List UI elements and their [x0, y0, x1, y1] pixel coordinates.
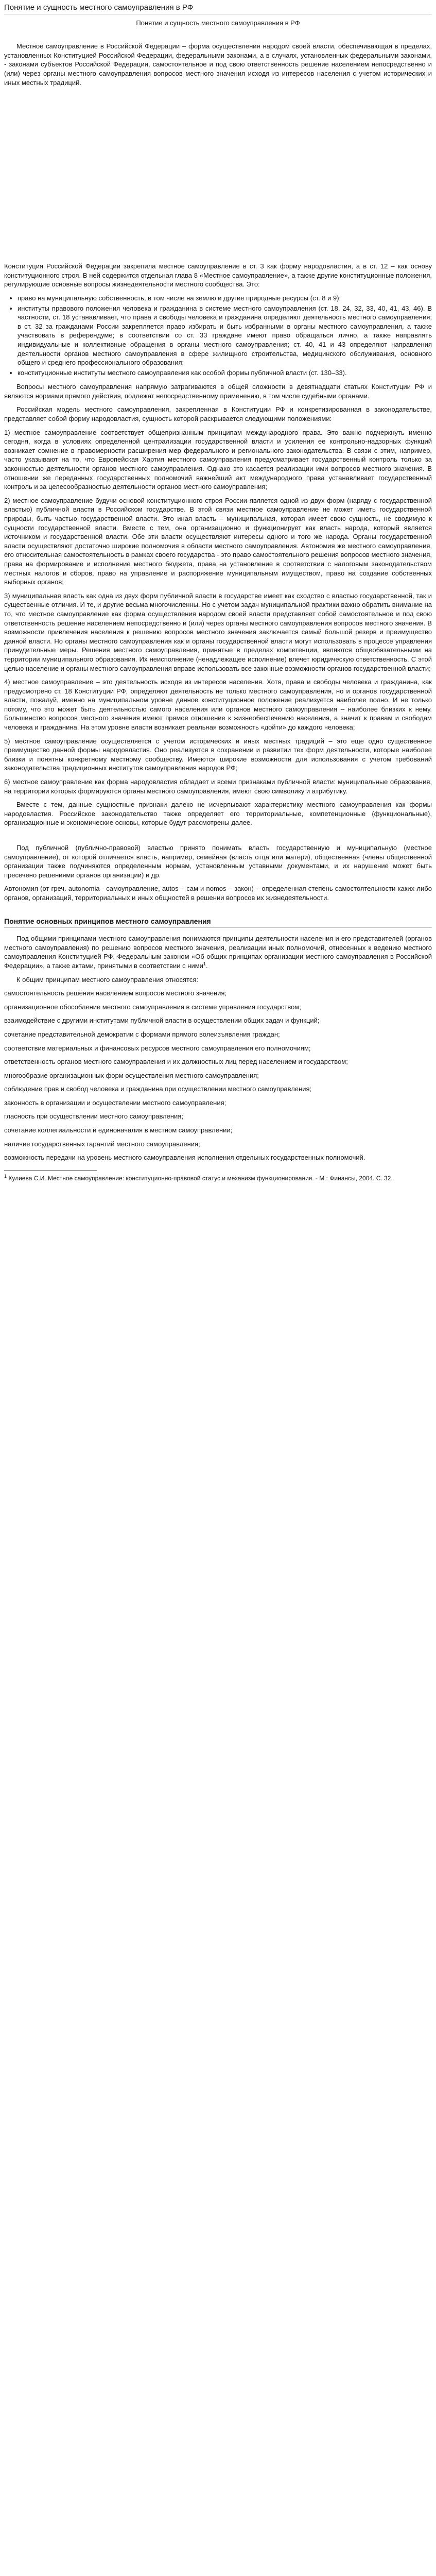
list-item: • конституционные институты местного самоуправления как особой формы публичной власти (ст. 130–33).	[18, 368, 432, 378]
paragraph-text: Под общими принципами местного самоуправления понимаются принципы деятельности населения и его представителей (органов местного самоуправления) по решению вопросов местного значения, реализации иных полномочий, отнесенных к ведению местного самоуправления Конституцией РФ, Федеральным законом «Об общих принципах организации местного самоуправления в Российской Федерации», а также актами, принятыми в соответствии с ними	[4, 935, 432, 970]
blank-space	[4, 92, 432, 262]
list-item: соответствие материальных и финансовых ресурсов местного самоуправления его полномочиям;	[4, 1044, 311, 1052]
list-item: • право на муниципальную собственность, в том числе на землю и другие природные ресурсы (ст. 8 и 9);	[18, 294, 432, 303]
list-item: многообразие организационных форм осуществления местного самоуправления;	[4, 1071, 259, 1079]
list-item: законность в организации и осуществлении местного самоуправления;	[4, 1098, 226, 1107]
paragraph: 6) местное самоуправление как форма народовластия обладает и всеми признаками публичной власти: муниципальные образования, на территории которых формируются органы местного самоуправления, имеют свою символику и атрибутику.	[4, 778, 432, 795]
paragraph: 3) муниципальная власть как одна из двух форм публичной власти в государстве имеет как сходство с властью государственной, так и существенные отличия. И те, и другие весьма многочисленны. Но с учетом задач муниципальной практики важно обратить внимание на то, что местное самоуправление как форма осуществления народом своей власти представляет собой самостоятельное и под свою ответственность решение населением непосредственно и (или) через органы местного самоуправления вопросов местного значения. В возможности привлечения населения к решению вопросов местного значения заключается самый большой резерв и преимущество данной власти. Но органы местного самоуправления как и органы государственной власти могут использовать в процессе управления принудительные меры. Решения местного самоуправления, принятые в пределах компетенции, являются общеобязательными на территории муниципального образования. Их неисполнение (ненадлежащее исполнение) влечет юридическую ответственность. С этой целью население и органы местного самоуправления вправе использовать все законные возможности органов государственной власти;	[4, 591, 432, 672]
paragraph: 1) местное самоуправление соответствует общепризнанным принципам международного права. Это важно подчеркнуть именно сегодня, когда в условиях определенной централизации государственной власти и усиления ее контрольно-надзорных функций возникает сомнение в правомерности расширения мер федерального и регионального законодательства. В связи с этим, например, часто указывают на то, что Европейская Хартия местного самоуправления предусматривает государственный контроль только за законностью деятельности органов местного самоуправления. Однако это касается реализации ими вопросов местного значения. В отношении же переданных государственных полномочий важнейший акт международного права устанавливает государственный контроль и за целесообразностью деятельности органов местного самоуправления;	[4, 428, 432, 491]
list-item: самостоятельность решения населением вопросов местного значения;	[4, 989, 227, 997]
list-item: наличие государственных гарантий местного самоуправления;	[4, 1140, 200, 1148]
section-title: Понятие основных принципов местного самоуправления	[4, 917, 432, 928]
list-item: организационное обособление местного самоуправления в системе управления государством;	[4, 1003, 301, 1011]
paragraph: 5) местное самоуправление осуществляется с учетом исторических и иных местных традиций – это еще одно существенное преимущество данной формы народовластия. Оно реализуется в сохранении и развитии тех форм деятельности, которые наиболее близки и понятны конкретному местному сообществу. Имеются широкие возможности для использования с учетом требований законодательства традиционных институтов самоуправления народов РФ;	[4, 737, 432, 772]
paragraph: Под публичной (публично-правовой) властью принято понимать власть государственную и муниципальную (местное самоуправление), от которой отличается власть, например, семейная (власть отца или матери), общественная (члены общественной организации также подчиняются определенным нормам, установленным уставными документами, и их нарушение может быть пресечено решениями органов организации) и др.	[4, 844, 432, 879]
footnote-text: Кулиева С.И. Местное самоуправление: конституционно-правовой статус и механизм функционирования. - М.: Финансы, 2004. С. 32.	[7, 1174, 393, 1182]
paragraph: Вопросы местного самоуправления напрямую затрагиваются в общей сложности в девятнадцати статьях Конституции РФ и являются нормами прямого действия, подлежат непосредственному применению, в том числе судебными органами.	[4, 383, 432, 400]
paragraph: К общим принципам местного самоуправления относятся:	[16, 975, 199, 984]
list-item: • институты правового положения человека и гражданина в системе местного самоуправления (ст. 18, 24, 32, 33, 40, 41, 43, 46). В частности, ст. 18 устанавливает, что права и свободы человека и гражданина определяют деятельность местного самоуправления; в ст. 32 за гражданами России закрепляется право избирать и быть избранными в органы местного самоуправления, а также участвовать в референдуме; в соответствии со ст. 33 граждане имеют право обращаться лично, а также направлять индивидуальные и коллективные обращения в органы местного самоуправления; ст. 40, 41 и 43 определяют направления деятельности органов местного самоуправления в сфере жилищного строительства, медицинского обслуживания, основного общего и среднего профессионального образования;	[18, 304, 432, 367]
list-item: сочетание представительной демократии с формами прямого волеизъявления граждан;	[4, 1030, 280, 1038]
paragraph: Конституция Российской Федерации закрепила местное самоуправление в ст. 3 как форму народовластия, а в ст. 12 – как основу конституционного строя. В ней содержится отдельная глава 8 «Местное самоуправление», а также другие конституционные положения, регулирующие основные вопросы жизнедеятельности местного сообщества. Это:	[4, 262, 432, 289]
principles-list	[4, 989, 432, 1162]
list-item: взаимодействие с другими институтами публичной власти в осуществлении общих задач и функций;	[4, 1016, 320, 1025]
page-title: Понятие и сущность местного самоуправления в РФ	[4, 3, 432, 14]
paragraph: 2) местное самоуправление будучи основой конституционного строя России является одной из двух форм (наряду с государственной властью) публичной власти в Российском государстве. В этой связи местное самоуправление не может иметь государственной природы, быть частью государственной власти. Это иная власть – муниципальная, которая имеет свою сущность, не сводимую к сущности государственной власти. Вместе с тем, она организационно и функционирует как власть народа, который является источником и государственной власти. Обе эти власти осуществляют интересы одного и того же народа. Органы государственной власти осуществляют достаточно широкие полномочия в области местного самоуправления. Автономия же местного самоуправления, его относительная самостоятельность в рамках своего государства - это право самостоятельного решения вопросов местного значения, права на формирование и исполнение местного бюджета, права на установление в соответствии с налоговым законодательством местных налогов и сборов, право на управление и распоряжение муниципальным имуществом, право на создание собственных выборных органов;	[4, 496, 432, 586]
footnote	[4, 1174, 432, 1182]
paragraph: 4) местное самоуправление – это деятельность исходя из интересов населения. Хотя, права и свободы человека и гражданина, как предусмотрено ст. 18 Конституции РФ, определяют деятельность не только местного самоуправления, но и органов государственной власти, пожалуй, именно на муниципальном уровне данное конституционное положение реализуется наиболее полно. И не только потому, что это может быть деятельностью самого населения или органов местного самоуправления – наиболее близких к нему. Большинство вопросов местного значения имеют прямое отношение к жизнеобеспечению населения, а значит к правам и свободам человека и гражданина. На этом уровне власти возникает реальная возможность «дойти» до каждого человека;	[4, 678, 432, 732]
list-item: соблюдение прав и свобод человека и гражданина при осуществлении местного самоуправления;	[4, 1085, 312, 1093]
intro-paragraph: Местное самоуправление в Российской Федерации – форма осуществления народом своей власти, обеспечивающая в пределах, установленных Конституцией Российской Федерации, федеральными законами, а в случаях, установленных федеральными законами, - законами субъектов Российской Федерации, самостоятельное и под свою ответственность решение населением непосредственно и (или) через органы местного самоуправления вопросов местного значения исходя из интересов населения с учетом исторических и иных местных традиций.	[4, 42, 432, 87]
list-item: возможность передачи на уровень местного самоуправления исполнения отдельных государственных полномочий.	[4, 1154, 365, 1162]
paragraph: Под общими принципами местного самоуправления понимаются принципы деятельности населения и его представителей (органов местного самоуправления) по решению вопросов местного значения, реализации иных полномочий, отнесенных к ведению местного самоуправления Конституцией РФ, Федеральным законом «Об общих принципах организации местного самоуправления в Российской Федерации», а также актами, принятыми в соответствии с ними$^1$.	[4, 935, 432, 970]
paragraph: Российская модель местного самоуправления, закрепленная в Конституции РФ и конкретизированная в законодательстве, представляет собой форму народовластия, сущность которой раскрывается следующими положениями:	[4, 405, 432, 423]
page-subtitle: Понятие и сущность местного самоуправления в РФ	[136, 19, 300, 27]
footnote-marker: 1	[4, 1173, 7, 1179]
paragraph: Вместе с тем, данные сущностные признаки далеко не исчерпывают характеристику местного самоуправления как формы народовластия. Российское законодательство также определяет его территориальные, компетенционные (функциональные), организационные и экономические основы, которые будут рассмотрены далее.	[4, 801, 432, 827]
list-item: ответственность органов местного самоуправления и их должностных лиц перед населением и государством;	[4, 1058, 348, 1066]
blank-space	[4, 832, 432, 843]
list-item: сочетание коллегиальности и единоначалия в местном самоуправлении;	[4, 1126, 233, 1134]
constitution-bullet-list	[4, 294, 432, 377]
paragraph: Автономия (от греч. autonomia - самоуправление, autos – сам и nomos – закон) – определенная степень самостоятельности каких-либо органов, организаций, территориальных и иных общностей в решении вопросов их жизнедеятельности.	[4, 885, 432, 902]
document	[0, 0, 436, 1182]
list-item: гласность при осуществлении местного самоуправления;	[4, 1112, 183, 1121]
footnote-reference[interactable]: 1	[203, 961, 206, 967]
